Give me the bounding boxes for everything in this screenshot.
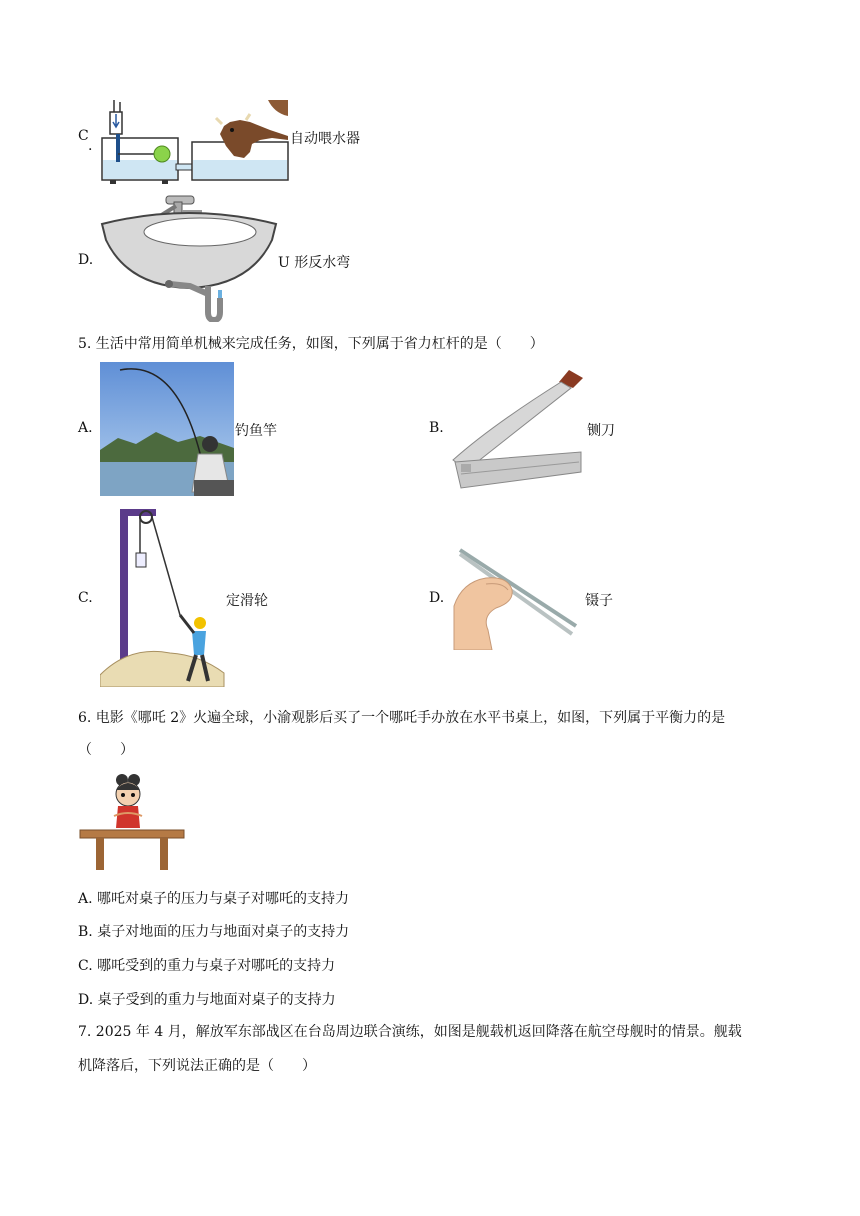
q5-option-b-letter: B. xyxy=(429,420,444,436)
q6-choice-a: A. 哪吒对桌子的压力与桌子对哪吒的支持力 xyxy=(78,891,350,907)
chopping-knife-image xyxy=(451,366,583,490)
question-7-stem-line2: 机降落后，下列说法正确的是（ ） xyxy=(78,1058,316,1074)
option-c-dot: . xyxy=(88,138,93,154)
q5-option-a-letter: A. xyxy=(78,420,93,436)
sink-u-trap-image xyxy=(100,194,278,322)
q6-choice-c: C. 哪吒受到的重力与桌子对哪吒的支持力 xyxy=(78,958,336,974)
fixed-pulley-image xyxy=(100,505,226,687)
q6-choice-b: B. 桌子对地面的压力与地面对桌子的支持力 xyxy=(78,924,350,940)
option-d-caption: U 形反水弯 xyxy=(278,255,351,271)
q5-option-a-caption: 钓鱼竿 xyxy=(235,423,277,439)
question-7-stem-line1: 7. 2025 年 4 月，解放军东部战区在台岛周边联合演练，如图是舰载机返回降落在航空母舰时的情景。舰载 xyxy=(78,1024,742,1040)
tweezers-image xyxy=(452,546,578,650)
nezha-figure-on-desk-image xyxy=(78,770,186,872)
q6-choice-d: D. 桌子受到的重力与地面对桌子的支持力 xyxy=(78,992,336,1008)
question-6-stem-line2: （ ） xyxy=(78,742,134,758)
automatic-waterer-image xyxy=(100,100,292,186)
fishing-rod-image xyxy=(100,362,234,496)
q5-option-c-caption: 定滑轮 xyxy=(226,593,268,609)
option-c-caption: 自动喂水器 xyxy=(290,131,360,147)
option-d-letter: D. xyxy=(78,252,94,268)
q5-option-b-caption: 铡刀 xyxy=(587,423,615,439)
q5-option-d-caption: 镊子 xyxy=(585,593,613,609)
q5-option-c-letter: C. xyxy=(78,590,93,606)
question-6-stem-line1: 6. 电影《哪吒 2》火遍全球，小渝观影后买了一个哪吒手办放在水平书桌上，如图，下列属于平衡力的是 xyxy=(78,710,726,726)
option-c-letter: C xyxy=(78,128,89,144)
question-5-stem: 5. 生活中常用简单机械来完成任务，如图，下列属于省力杠杆的是（ ） xyxy=(78,336,544,352)
q5-option-d-letter: D. xyxy=(429,590,445,606)
